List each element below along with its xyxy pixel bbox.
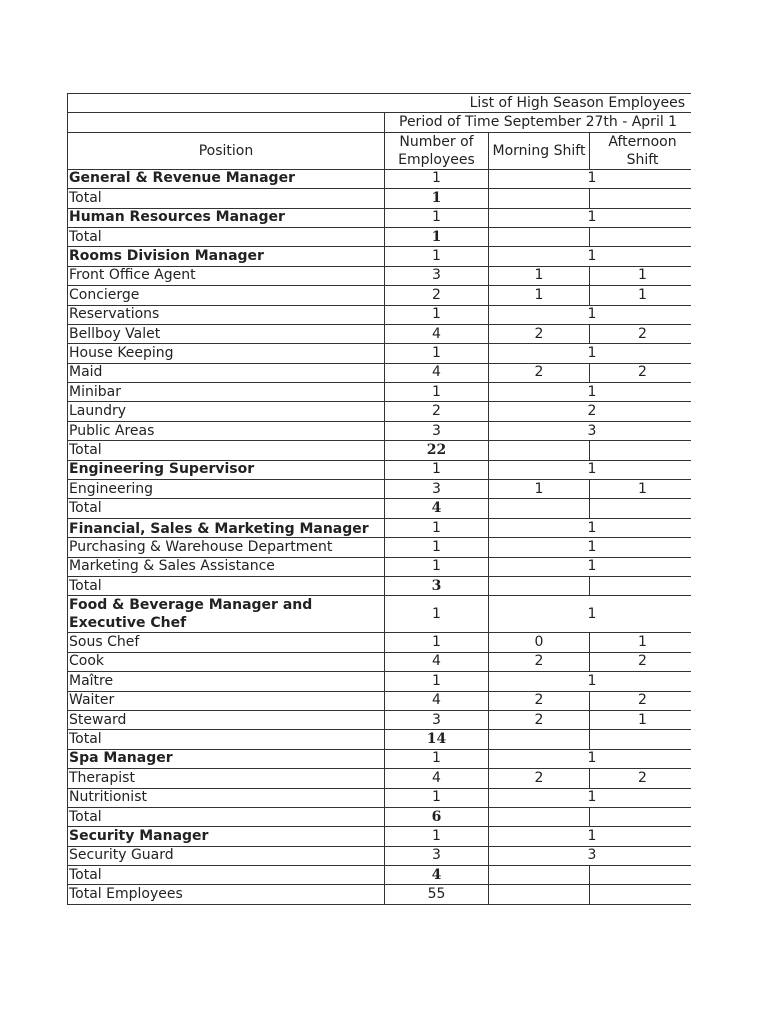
table-row xyxy=(68,885,692,904)
position-cell: House Keeping xyxy=(68,344,385,363)
employee-count-cell: 22 xyxy=(385,441,489,460)
table-row xyxy=(68,672,692,691)
table-row xyxy=(68,846,692,865)
table-row xyxy=(68,788,692,807)
position-cell: Total Employees xyxy=(68,885,385,904)
employee-count-cell: 1 xyxy=(385,633,489,652)
afternoon-shift-cell xyxy=(590,499,692,518)
position-cell: Nutritionist xyxy=(68,788,385,807)
shift-merged-cell: 2 xyxy=(489,402,692,421)
morning-shift-cell xyxy=(489,885,590,904)
table-row xyxy=(68,710,692,729)
employee-count-cell: 1 xyxy=(385,305,489,324)
title-row xyxy=(68,94,692,113)
table-title: List of High Season Employees xyxy=(68,94,692,113)
position-cell: Total xyxy=(68,441,385,460)
morning-shift-cell xyxy=(489,499,590,518)
employee-count-cell: 1 xyxy=(385,344,489,363)
employee-count-cell: 3 xyxy=(385,266,489,285)
employee-count-cell: 3 xyxy=(385,846,489,865)
position-cell: Total xyxy=(68,730,385,749)
header-afternoon: Afternoon Shift xyxy=(590,132,692,169)
position-cell: Sous Chef xyxy=(68,633,385,652)
employee-count-cell: 3 xyxy=(385,421,489,440)
employee-table xyxy=(67,93,691,905)
morning-shift-cell: 1 xyxy=(489,266,590,285)
position-cell: Engineering xyxy=(68,480,385,499)
employee-count-cell: 4 xyxy=(385,866,489,885)
afternoon-shift-cell xyxy=(590,441,692,460)
position-cell: Minibar xyxy=(68,383,385,402)
employee-count-cell: 4 xyxy=(385,652,489,671)
shift-merged-cell: 1 xyxy=(489,208,692,227)
position-cell: Public Areas xyxy=(68,421,385,440)
employee-count-cell: 4 xyxy=(385,363,489,382)
morning-shift-cell xyxy=(489,227,590,246)
position-cell: Rooms Division Manager xyxy=(68,247,385,266)
employee-count-cell: 4 xyxy=(385,691,489,710)
position-cell: Total xyxy=(68,499,385,518)
morning-shift-cell xyxy=(489,866,590,885)
table-row xyxy=(68,286,692,305)
afternoon-shift-cell xyxy=(590,866,692,885)
shift-merged-cell: 1 xyxy=(489,596,692,633)
table-row xyxy=(68,691,692,710)
afternoon-shift-cell: 2 xyxy=(590,769,692,788)
total-row xyxy=(68,730,692,749)
table-row xyxy=(68,208,692,227)
position-cell: General & Revenue Manager xyxy=(68,169,385,188)
shift-merged-cell: 1 xyxy=(489,749,692,768)
position-cell: Marketing & Sales Assistance xyxy=(68,557,385,576)
afternoon-shift-cell: 1 xyxy=(590,710,692,729)
table-row xyxy=(68,421,692,440)
position-cell: Total xyxy=(68,189,385,208)
table-row xyxy=(68,538,692,557)
position-cell: Total xyxy=(68,227,385,246)
table-row xyxy=(68,169,692,188)
position-cell: Total xyxy=(68,866,385,885)
shift-merged-cell: 1 xyxy=(489,247,692,266)
table-row xyxy=(68,383,692,402)
position-cell: Purchasing & Warehouse Department xyxy=(68,538,385,557)
table-row xyxy=(68,557,692,576)
position-cell: Concierge xyxy=(68,286,385,305)
shift-merged-cell: 1 xyxy=(489,305,692,324)
morning-shift-cell: 1 xyxy=(489,480,590,499)
position-label: Financial, Sales & Marketing Manager xyxy=(69,521,369,537)
table-row xyxy=(68,344,692,363)
afternoon-shift-cell xyxy=(590,730,692,749)
employee-count-cell: 4 xyxy=(385,324,489,343)
morning-shift-cell xyxy=(489,441,590,460)
employee-count-cell: 1 xyxy=(385,227,489,246)
table-row xyxy=(68,749,692,768)
morning-shift-cell xyxy=(489,576,590,595)
position-cell: Security Guard xyxy=(68,846,385,865)
morning-shift-cell: 2 xyxy=(489,324,590,343)
position-cell xyxy=(68,518,385,537)
shift-merged-cell: 1 xyxy=(489,557,692,576)
position-cell: Spa Manager xyxy=(68,749,385,768)
period-blank-cell xyxy=(68,113,385,132)
afternoon-shift-cell: 1 xyxy=(590,286,692,305)
employee-count-cell: 1 xyxy=(385,460,489,479)
afternoon-shift-cell xyxy=(590,807,692,826)
table-row xyxy=(68,518,692,537)
position-cell: Total xyxy=(68,807,385,826)
afternoon-shift-cell: 1 xyxy=(590,266,692,285)
total-row xyxy=(68,189,692,208)
employee-count-cell: 1 xyxy=(385,383,489,402)
table-row xyxy=(68,480,692,499)
position-cell: Cook xyxy=(68,652,385,671)
total-row xyxy=(68,866,692,885)
morning-shift-cell: 2 xyxy=(489,710,590,729)
total-row xyxy=(68,227,692,246)
shift-merged-cell: 3 xyxy=(489,421,692,440)
afternoon-shift-cell: 1 xyxy=(590,633,692,652)
position-cell: Maître xyxy=(68,672,385,691)
table-row xyxy=(68,324,692,343)
position-cell: Waiter xyxy=(68,691,385,710)
header-row xyxy=(68,132,692,169)
employee-count-cell: 4 xyxy=(385,499,489,518)
total-row xyxy=(68,807,692,826)
employee-count-cell: 1 xyxy=(385,169,489,188)
table-row xyxy=(68,266,692,285)
position-cell: Security Manager xyxy=(68,827,385,846)
table-row xyxy=(68,652,692,671)
period-text: Period of Time September 27th - April 1 xyxy=(385,113,692,132)
shift-merged-cell: 1 xyxy=(489,518,692,537)
table-row xyxy=(68,460,692,479)
employee-count-cell: 1 xyxy=(385,557,489,576)
morning-shift-cell xyxy=(489,807,590,826)
position-cell: Total xyxy=(68,576,385,595)
shift-merged-cell: 1 xyxy=(489,460,692,479)
employee-count-cell: 2 xyxy=(385,286,489,305)
table-row xyxy=(68,363,692,382)
table-row xyxy=(68,596,692,633)
shift-merged-cell: 1 xyxy=(489,383,692,402)
employee-count-cell: 1 xyxy=(385,208,489,227)
shift-merged-cell: 1 xyxy=(489,788,692,807)
table-row xyxy=(68,305,692,324)
afternoon-shift-cell xyxy=(590,227,692,246)
morning-shift-cell: 2 xyxy=(489,363,590,382)
table-row xyxy=(68,769,692,788)
employee-count-cell: 1 xyxy=(385,749,489,768)
employee-count-cell: 4 xyxy=(385,769,489,788)
position-cell: Reservations xyxy=(68,305,385,324)
employee-count-cell: 3 xyxy=(385,480,489,499)
position-cell: Food & Beverage Manager and Executive Chef xyxy=(68,596,385,633)
afternoon-shift-cell: 2 xyxy=(590,324,692,343)
employee-count-cell: 1 xyxy=(385,672,489,691)
total-row xyxy=(68,576,692,595)
position-cell: Therapist xyxy=(68,769,385,788)
table-row xyxy=(68,402,692,421)
table-row xyxy=(68,827,692,846)
shift-merged-cell: 3 xyxy=(489,846,692,865)
morning-shift-cell: 2 xyxy=(489,691,590,710)
employee-count-cell: 1 xyxy=(385,518,489,537)
header-morning: Morning Shift xyxy=(489,132,590,169)
employee-count-cell: 1 xyxy=(385,827,489,846)
shift-merged-cell: 1 xyxy=(489,538,692,557)
shift-merged-cell: 1 xyxy=(489,169,692,188)
morning-shift-cell xyxy=(489,730,590,749)
employee-count-cell: 1 xyxy=(385,189,489,208)
afternoon-shift-cell: 2 xyxy=(590,363,692,382)
employee-count-cell: 14 xyxy=(385,730,489,749)
afternoon-shift-cell xyxy=(590,576,692,595)
position-cell: Front Office Agent xyxy=(68,266,385,285)
afternoon-shift-cell xyxy=(590,885,692,904)
employee-count-cell: 55 xyxy=(385,885,489,904)
position-cell: Steward xyxy=(68,710,385,729)
period-row xyxy=(68,113,692,132)
position-cell: Laundry xyxy=(68,402,385,421)
employee-count-cell: 2 xyxy=(385,402,489,421)
morning-shift-cell: 2 xyxy=(489,652,590,671)
shift-merged-cell: 1 xyxy=(489,672,692,691)
employee-count-cell: 3 xyxy=(385,710,489,729)
employee-count-cell: 1 xyxy=(385,788,489,807)
total-row xyxy=(68,499,692,518)
employee-count-cell: 1 xyxy=(385,538,489,557)
position-cell: Bellboy Valet xyxy=(68,324,385,343)
header-number: Number of Employees xyxy=(385,132,489,169)
position-cell: Human Resources Manager xyxy=(68,208,385,227)
morning-shift-cell: 1 xyxy=(489,286,590,305)
position-cell: Maid xyxy=(68,363,385,382)
afternoon-shift-cell xyxy=(590,189,692,208)
employee-table-container xyxy=(67,93,691,905)
morning-shift-cell: 0 xyxy=(489,633,590,652)
position-cell: Engineering Supervisor xyxy=(68,460,385,479)
morning-shift-cell xyxy=(489,189,590,208)
employee-count-cell: 1 xyxy=(385,596,489,633)
afternoon-shift-cell: 1 xyxy=(590,480,692,499)
employee-count-cell: 3 xyxy=(385,576,489,595)
total-row xyxy=(68,441,692,460)
morning-shift-cell: 2 xyxy=(489,769,590,788)
afternoon-shift-cell: 2 xyxy=(590,691,692,710)
table-row xyxy=(68,633,692,652)
employee-count-cell: 1 xyxy=(385,247,489,266)
shift-merged-cell: 1 xyxy=(489,344,692,363)
header-position: Position xyxy=(68,132,385,169)
table-row xyxy=(68,247,692,266)
shift-merged-cell: 1 xyxy=(489,827,692,846)
employee-count-cell: 6 xyxy=(385,807,489,826)
afternoon-shift-cell: 2 xyxy=(590,652,692,671)
